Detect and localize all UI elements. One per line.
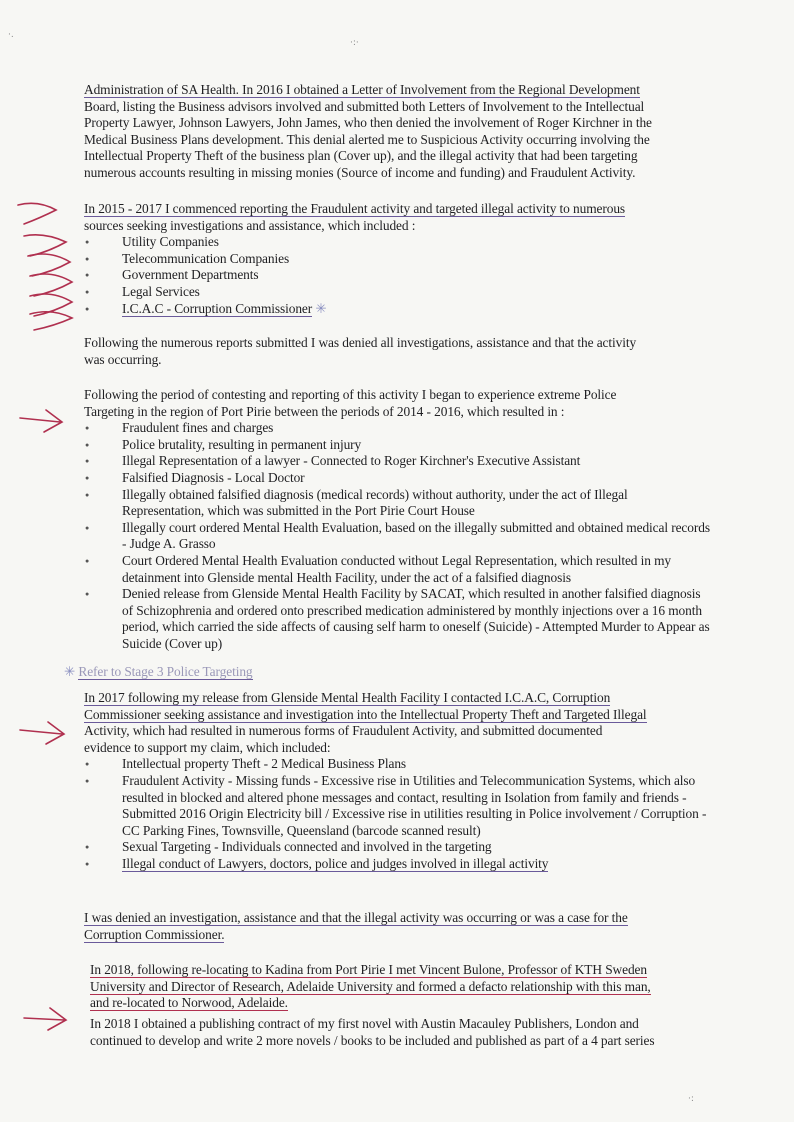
- refer-note: [64, 664, 692, 682]
- paragraph-relocation-2018: [90, 962, 714, 1012]
- margin-arrow-mark: [20, 410, 62, 432]
- text-line: and re-located to Norwood, Adelaide.: [90, 995, 288, 1011]
- text-line: Following the numerous reports submitted I was denied all investigations, assistance and that the activity: [84, 335, 637, 350]
- margin-arrow-mark: [30, 294, 72, 316]
- text-line: University and Director of Research, Adelaide University and formed a defacto relationship with this man,: [90, 978, 651, 994]
- paragraph-reporting-2015: [84, 201, 712, 318]
- text-line: Intellectual Property Theft of the business plan (Cover up), and the illegal activity that had been targeting: [84, 148, 638, 164]
- text-line: continued to develop and write 2 more novels / books to be included and published as part of a 4 part series: [90, 1032, 655, 1048]
- list-item: ● Illegally court ordered Mental Health Evaluation, based on the illegally submitted and obtained medical records - Judge A. Grasso: [84, 520, 712, 553]
- margin-arrow-mark: [24, 1008, 66, 1030]
- text-line: Board, listing the Business advisors involved and submitted both Letters of Involvement to the Intellectual: [84, 98, 645, 114]
- margin-arrow-mark: [30, 274, 72, 296]
- list-item: [84, 301, 712, 319]
- text-line: Property Lawyer, Johnson Lawyers, John James, who then denied the involvement of Roger Kirchner in the: [84, 115, 652, 131]
- text-line: In 2018, following re-locating to Kadina from Port Pirie I met Vincent Bulone, Professor of KTH Sweden: [90, 962, 647, 977]
- text-line: numerous accounts resulting in missing monies (Source of income and funding) and Fraudulent Activity.: [84, 164, 636, 180]
- paragraph-denied-2017: [84, 910, 712, 943]
- text-line: Corruption Commissioner.: [84, 926, 225, 942]
- text-line: Commissioner seeking assistance and investigation into the Intellectual Property Theft and Targeted Illegal: [84, 706, 647, 722]
- list-item: ● Denied release from Glenside Mental Health Facility by SACAT, which resulted in another falsified diagnosis of Schizophrenia and ordered onto prescribed medication administered by monthly injections over a 16 month period, which carried the side affects of causing self harm to oneself (Suicide) - Attempted Murder to Appear as Suicide (Cover up): [84, 586, 712, 652]
- list-item: ● Court Ordered Mental Health Evaluation conducted without Legal Representation, which resulted in my detainment into Glenside mental Health Facility, under the act of a falsified diagnosis: [84, 553, 712, 586]
- text-line: sources seeking investigations and assistance, which included :: [84, 217, 416, 233]
- list-item: ● Sexual Targeting - Individuals connected and involved in the targeting: [84, 839, 712, 856]
- text-line: I was denied an investigation, assistance and that the illegal activity was occurring or was a case for the: [84, 910, 628, 925]
- list-item: ● Telecommunication Companies: [84, 251, 712, 268]
- list-item: ● Utility Companies: [84, 234, 712, 251]
- text-line: Activity, which had resulted in numerous forms of Fraudulent Activity, and submitted documented: [84, 723, 603, 739]
- list-item: ● Illegal Representation of a lawyer - Connected to Roger Kirchner's Executive Assistant: [84, 453, 712, 470]
- margin-arrow-mark: [18, 203, 56, 224]
- list-item: [84, 856, 712, 873]
- paragraph-icac-2017: [84, 690, 712, 873]
- text-line: Following the period of contesting and reporting of this activity I began to experience extreme Police: [84, 387, 617, 402]
- paragraph-publishing-2018: [90, 1016, 714, 1049]
- scan-speck: ·.: [8, 30, 14, 40]
- paragraph-police-targeting: [84, 387, 712, 653]
- list-item: ● Government Departments: [84, 267, 712, 284]
- refer-note-text: Refer to Stage 3 Police Targeting: [78, 664, 253, 679]
- margin-arrow-mark: [20, 722, 64, 744]
- list-item: ● Police brutality, resulting in permanent injury: [84, 437, 712, 454]
- text-line: Administration of SA Health. In 2016 I obtained a Letter of Involvement from the Regional Development: [84, 82, 640, 97]
- scan-speck: ·:·: [350, 38, 359, 48]
- list-item: ● Fraudulent Activity - Missing funds - Excessive rise in Utilities and Telecommunication Systems, which also resulted in blocked and altered phone messages and contact, resulting in Isolation from family and friends - Submitted 2016 Origin Electricity bill / Excessive rise in utilities resulting in Police involvement / Corruption - CC Parking Fines, Townsville, Queensland (barcode scanned result): [84, 773, 712, 839]
- margin-arrow-mark: [30, 312, 72, 330]
- list-item-text: I.C.A.C - Corruption Commissioner: [122, 300, 313, 316]
- police-targeting-list: [84, 420, 712, 652]
- margin-arrow-mark: [28, 254, 70, 276]
- paragraph-health-admin: [84, 82, 712, 182]
- paragraph-denied-investigations: [84, 335, 712, 368]
- text-line: Medical Business Plans development. This denial alerted me to Suspicious Activity occurring involving the: [84, 131, 650, 147]
- text-line: Targeting in the region of Port Pirie between the periods of 2014 - 2016, which resulted in :: [84, 403, 565, 419]
- text-line: evidence to support my claim, which included:: [84, 739, 331, 755]
- text-line: In 2017 following my release from Glenside Mental Health Facility I contacted I.C.A.C, Corruption: [84, 690, 611, 705]
- text-line: In 2018 I obtained a publishing contract of my first novel with Austin Macauley Publishers, London and: [90, 1016, 639, 1031]
- list-item: ● Legal Services: [84, 284, 712, 301]
- scan-speck: ·:: [688, 1094, 694, 1104]
- evidence-list: [84, 756, 712, 872]
- asterisk-icon: ✳: [64, 665, 76, 680]
- asterisk-icon: ✳: [315, 301, 327, 317]
- text-line: In 2015 - 2017 I commenced reporting the Fraudulent activity and targeted illegal activity to numerous: [84, 201, 626, 216]
- list-item: ● Fraudulent fines and charges: [84, 420, 712, 437]
- list-item: ● Intellectual property Theft - 2 Medical Business Plans: [84, 756, 712, 773]
- text-line: was occurring.: [84, 351, 162, 367]
- list-item: ● Falsified Diagnosis - Local Doctor: [84, 470, 712, 487]
- margin-arrow-mark: [24, 235, 66, 256]
- list-item-text: Illegal conduct of Lawyers, doctors, police and judges involved in illegal activity: [122, 855, 549, 871]
- list-item: ● Illegally obtained falsified diagnosis (medical records) without authority, under the act of Illegal Representation, which was submitted in the Port Pirie Court House: [84, 487, 712, 520]
- reporting-list: [84, 234, 712, 318]
